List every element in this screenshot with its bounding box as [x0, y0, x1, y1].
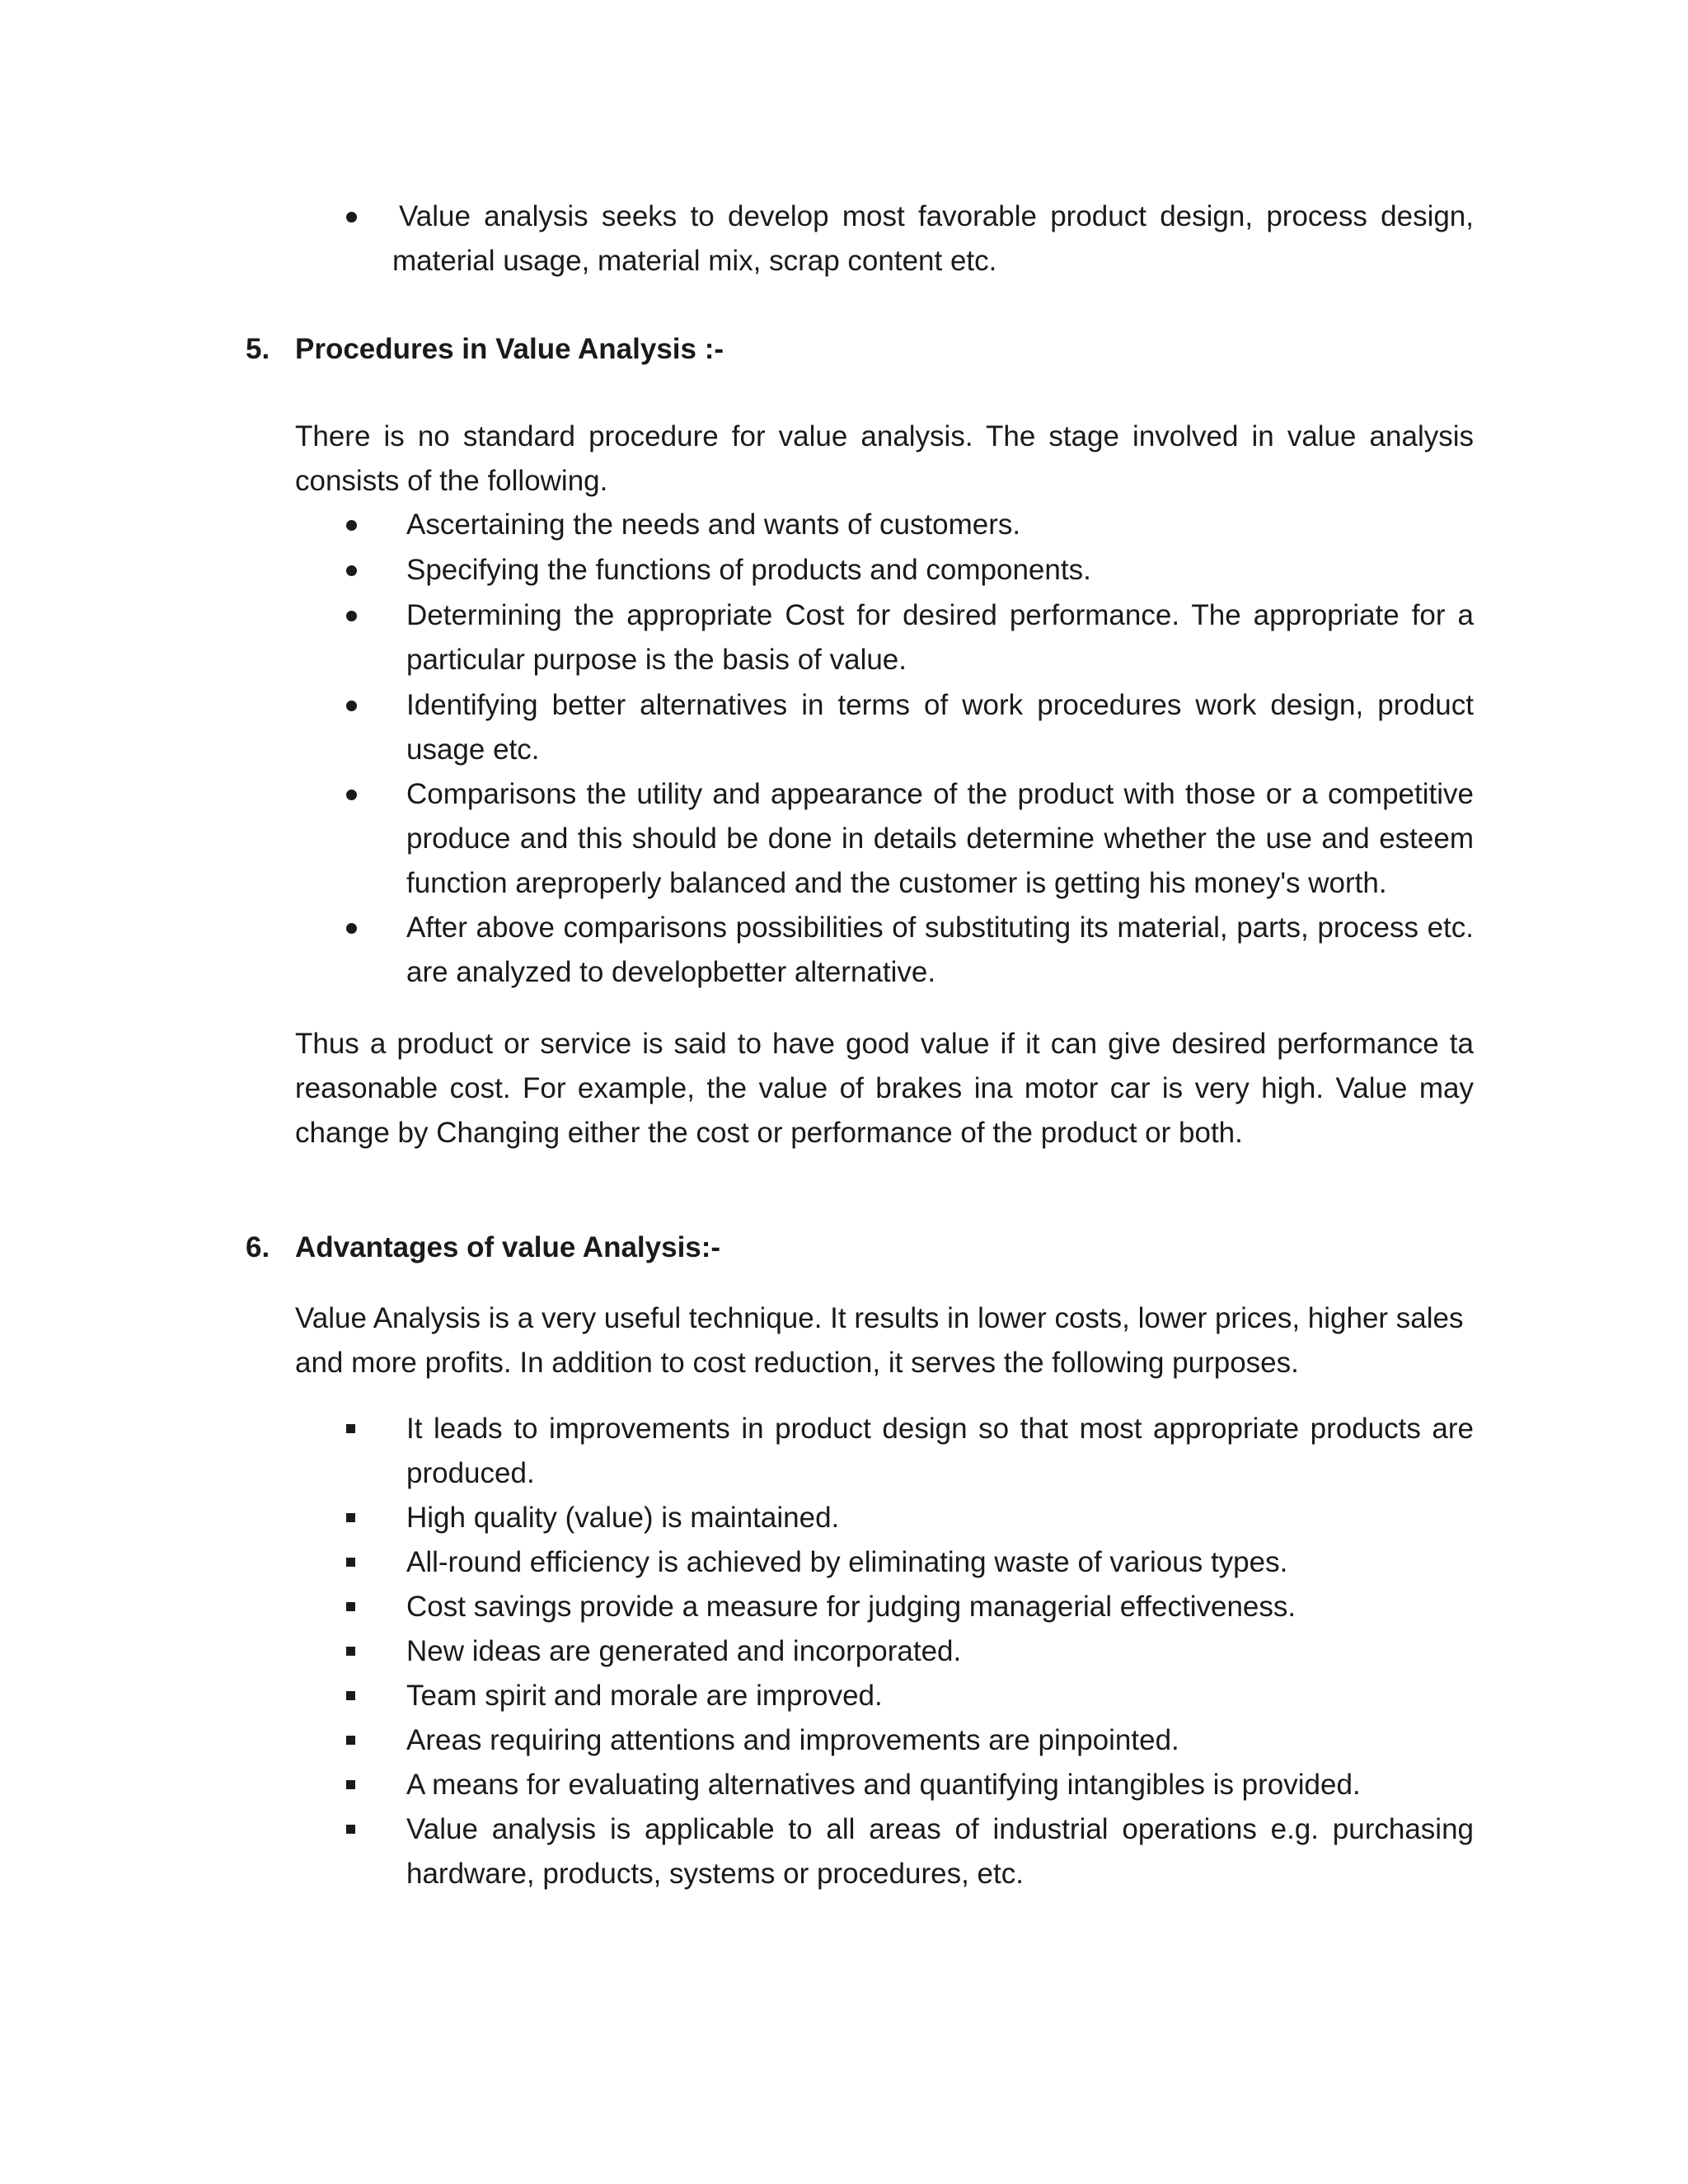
section-6-number: 6.: [246, 1231, 270, 1263]
section-6-bullet: New ideas are generated and incorporated.: [406, 1635, 962, 1667]
bullet-square-icon: [346, 1691, 355, 1700]
section-5-title: Procedures in Value Analysis :-: [295, 333, 724, 365]
bullet-square-icon: [346, 1825, 355, 1834]
section-5-closing: Thus a product or service is said to have good value if it can give desired performance ta reasonable cost. For example, the value of brakes ina motor car is very high. Value may change by Changing either the cost or performance of the product or both.: [295, 1028, 1474, 1149]
bullet-dot-icon: [346, 611, 357, 621]
top-bullet-text: Value analysis seeks to develop most favorable product design, process design, material usage, material mix, scrap content etc.: [392, 200, 1474, 277]
section-5-bullet: Specifying the functions of products and components.: [406, 554, 1091, 586]
bullet-dot-icon: [346, 790, 357, 800]
section-6-bullet: A means for evaluating alternatives and quantifying intangibles is provided.: [406, 1769, 1361, 1801]
section-6-bullet: It leads to improvements in product design so that most appropriate products are produced.: [406, 1413, 1474, 1489]
section-6-bullet: Areas requiring attentions and improvements are pinpointed.: [406, 1724, 1179, 1756]
section-5-intro: There is no standard procedure for value analysis. The stage involved in value analysis consists of the following.: [295, 420, 1474, 497]
section-6-title: Advantages of value Analysis:-: [295, 1231, 721, 1263]
bullet-dot-icon: [346, 701, 357, 711]
bullet-square-icon: [346, 1424, 355, 1433]
bullet-square-icon: [346, 1647, 355, 1656]
bullet-square-icon: [346, 1558, 355, 1567]
bullet-dot-icon: [346, 520, 357, 531]
bullet-dot-icon: [346, 923, 357, 934]
section-6-bullet: Cost savings provide a measure for judging managerial effectiveness.: [406, 1591, 1296, 1623]
bullet-square-icon: [346, 1513, 355, 1522]
bullet-dot-icon: [346, 212, 357, 223]
section-6-bullet: Value analysis is applicable to all areas of industrial operations e.g. purchasing hardware, products, systems or procedures, etc.: [406, 1813, 1474, 1890]
section-6-bullet: Team spirit and morale are improved.: [406, 1680, 883, 1712]
section-5-bullet: Ascertaining the needs and wants of customers.: [406, 509, 1021, 541]
bullet-square-icon: [346, 1602, 355, 1611]
section-5-bullet: Determining the appropriate Cost for desired performance. The appropriate for a particular purpose is the basis of value.: [406, 599, 1474, 676]
section-5-number: 5.: [246, 333, 270, 365]
section-5-bullet: After above comparisons possibilities of substituting its material, parts, process etc. are analyzed to developbetter alternative.: [406, 912, 1474, 988]
section-6-bullet: All-round efficiency is achieved by eliminating waste of various types.: [406, 1546, 1288, 1578]
section-6-bullet: High quality (value) is maintained.: [406, 1502, 840, 1534]
bullet-dot-icon: [346, 565, 357, 576]
section-5-bullet: Comparisons the utility and appearance of the product with those or a competitive produce and this should be done in details determine whether the use and esteem function areproperly balanced and the customer is getting his money's worth.: [406, 778, 1474, 899]
bullet-square-icon: [346, 1736, 355, 1745]
section-6-intro: Value Analysis is a very useful technique. It results in lower costs, lower prices, higher sales and more profits. In addition to cost reduction, it serves the following purposes.: [295, 1302, 1464, 1379]
bullet-square-icon: [346, 1780, 355, 1789]
section-5-bullet: Identifying better alternatives in terms of work procedures work design, product usage etc.: [406, 689, 1474, 766]
